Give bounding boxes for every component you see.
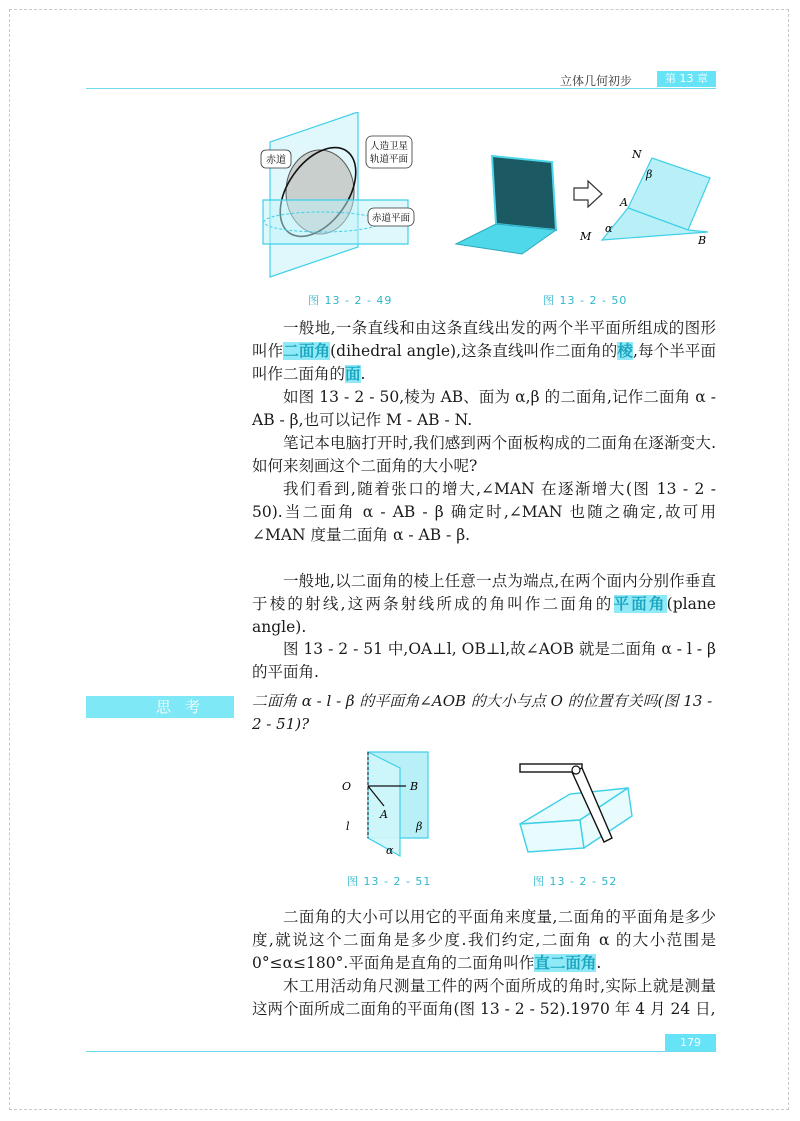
figure-13-2-52: [510, 748, 640, 866]
label-M: M: [580, 230, 592, 243]
ruler-hinge: [572, 766, 580, 774]
label-A-51: A: [380, 808, 388, 821]
arrow-right-icon: [574, 181, 602, 207]
label-equator-plane: 赤道平面: [371, 213, 411, 224]
label-satellite-2: 轨道平面: [369, 154, 409, 165]
label-equator: 赤道: [266, 155, 286, 166]
term-edge: 棱: [617, 342, 633, 360]
page-number: 179: [665, 1034, 716, 1051]
think-question: 二面角 α - l - β 的平面角∠AOB 的大小与点 O 的位置有关吗(图 13 - 2 - 51)?: [252, 692, 713, 733]
paragraph-angle-man: 我们看到,随着张口的增大,∠MAN 在逐渐增大(图 13 - 2 - 50).当二面角 α - AB - β 确定时,∠MAN 也随之确定,故可用∠MAN 度量二面角 α - AB - β.: [252, 480, 716, 544]
paragraph-laptop: 笔记本电脑打开时,我们感到两个面板构成的二面角在逐渐变大.如何来刻画这个二面角的大小呢?: [252, 434, 716, 475]
paragraph-fig51: 图 13 - 2 - 51 中,OA⊥l, OB⊥l,故∠AOB 就是二面角 α - l - β 的平面角.: [252, 640, 716, 681]
label-alpha: α: [605, 222, 613, 235]
paragraph-notation: 如图 13 - 2 - 50,棱为 AB、面为 α,β 的二面角,记作二面角 α - AB - β,也可以记作 M - AB - N.: [252, 388, 716, 429]
caption-13-2-50: 图 13 - 2 - 50: [543, 294, 628, 307]
running-title: 立体几何初步: [560, 74, 633, 88]
paragraph-definition: 一般地,一条直线和由这条直线出发的两个半平面所组成的图形叫作二面角(dihedral angle),这条直线叫作二面角的棱,每个半平面叫作二面角的面.: [252, 319, 716, 383]
figure-13-2-50: [452, 148, 722, 258]
think-label: 思考: [86, 696, 234, 718]
caption-13-2-49: 图 13 - 2 - 49: [308, 294, 393, 307]
label-beta-51: β: [416, 820, 423, 833]
figure-13-2-49: [258, 112, 418, 280]
label-l: l: [346, 820, 350, 833]
paragraph-carpenter: 木工用活动角尺测量工件的两个面所成的角时,实际上就是测量这两个面所成二面角的平面角(图 13 - 2 - 52).1970 年 4 月 24 日,: [252, 977, 716, 1018]
term-right-dihedral: 直二面角: [534, 954, 597, 972]
label-A: A: [620, 196, 628, 209]
prism-side-face: [520, 820, 584, 852]
chapter-tab: 第 13 章: [657, 71, 716, 87]
label-O: O: [342, 780, 352, 793]
term-dihedral-angle: 二面角: [283, 342, 331, 360]
caption-13-2-52: 图 13 - 2 - 52: [533, 875, 618, 888]
figure-13-2-51: [338, 748, 448, 858]
label-alpha-51: α: [386, 844, 394, 857]
plane-alpha-51: [368, 752, 400, 856]
label-N: N: [632, 148, 642, 161]
paragraph-measure: 二面角的大小可以用它的平面角来度量,二面角的平面角是多少度,就说这个二面角是多少度.我们约定,二面角 α 的大小范围是0°≤α≤180°.平面角是直角的二面角叫作直二面角.: [252, 908, 716, 972]
footer-rule: [86, 1051, 716, 1052]
paragraph-plane-angle: 一般地,以二面角的棱上任意一点为端点,在两个面内分别作垂直于棱的射线,这两条射线所成的角叫作二面角的平面角(plane angle).: [252, 572, 716, 636]
laptop-base: [456, 224, 556, 254]
term-face: 面: [345, 365, 361, 383]
laptop-screen: [492, 156, 556, 230]
term-plane-angle: 平面角: [613, 595, 667, 613]
caption-13-2-51: 图 13 - 2 - 51: [347, 875, 432, 888]
label-B: B: [698, 234, 707, 247]
label-beta: β: [646, 168, 653, 181]
header-rule: [86, 88, 716, 89]
label-B-51: B: [410, 780, 419, 793]
label-satellite: 人造卫星: [369, 141, 409, 152]
